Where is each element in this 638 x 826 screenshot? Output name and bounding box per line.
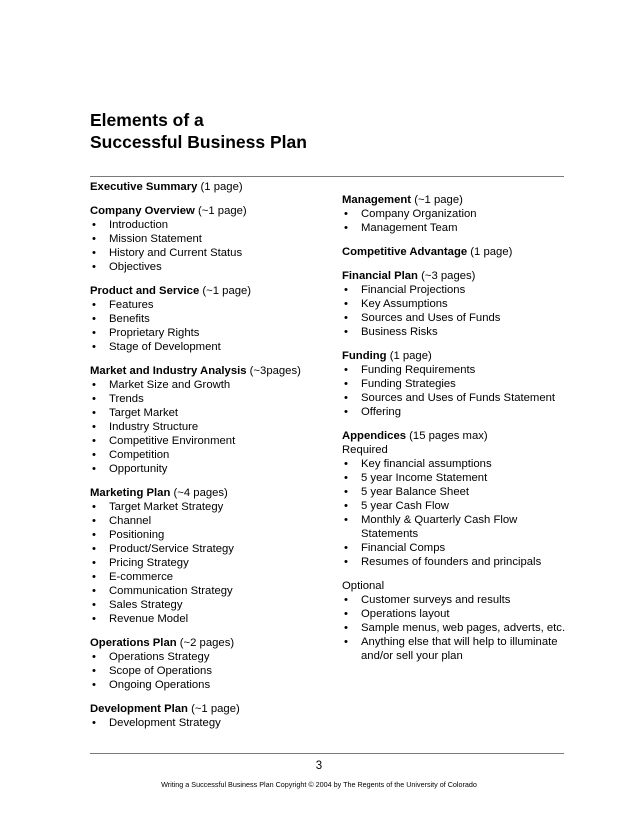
section-heading-note: (~1 page) (191, 703, 240, 715)
section-heading-note: (~3pages) (249, 365, 301, 377)
section-heading-title: Market and Industry Analysis (90, 365, 247, 377)
title-line-2: Successful Business Plan (90, 132, 307, 152)
section-heading-title: Executive Summary (90, 181, 198, 193)
list-item: • Stage of Development (90, 340, 330, 354)
bullet-list (342, 283, 574, 339)
section-heading-note: (~2 pages) (179, 637, 235, 649)
list-item: • Target Market (90, 406, 330, 420)
list-item: • 5 year Cash Flow (342, 499, 574, 513)
list-item: • 5 year Balance Sheet (342, 485, 574, 499)
list-item: • Target Market Strategy (90, 500, 330, 514)
list-item: • History and Current Status (90, 246, 330, 260)
section-marketing-plan (90, 486, 330, 626)
section-company-overview (90, 204, 330, 274)
section-executive-summary (90, 180, 330, 194)
list-item: • Operations layout (342, 607, 574, 621)
list-item: • Financial Comps (342, 541, 574, 555)
section-heading-title: Product and Service (90, 285, 200, 297)
list-item: • Scope of Operations (90, 664, 330, 678)
section-heading (342, 429, 574, 443)
list-item: • Key Assumptions (342, 297, 574, 311)
list-item: • Positioning (90, 528, 330, 542)
list-item: • Development Strategy (90, 716, 330, 730)
section-heading-note: (1 page) (389, 350, 432, 362)
section-market-and-industry-analysis (90, 364, 330, 476)
section-heading (342, 349, 574, 363)
section-operations-plan (90, 636, 330, 692)
list-item: • Anything else that will help to illuminate and/or sell your plan (342, 635, 574, 663)
list-item: • Sources and Uses of Funds Statement (342, 391, 574, 405)
list-item: • Management Team (342, 221, 574, 235)
page-title (90, 109, 307, 153)
section-heading-note: (1 page) (200, 181, 243, 193)
list-item: • Resumes of founders and principals (342, 555, 574, 569)
list-item: • Customer surveys and results (342, 593, 574, 607)
title-line-1: Elements of a (90, 110, 204, 130)
bullet-list (90, 716, 330, 730)
bottom-divider (90, 753, 564, 754)
required-list (342, 457, 574, 569)
section-heading-note: (~3 pages) (421, 270, 476, 282)
section-heading-note: (15 pages max) (409, 430, 488, 442)
section-heading-note: (~1 page) (202, 285, 252, 297)
bullet-list (342, 207, 574, 235)
section-heading (342, 269, 574, 283)
list-item: • Monthly & Quarterly Cash Flow Statements (342, 513, 574, 541)
list-item: • Competition (90, 448, 330, 462)
list-item: • Funding Strategies (342, 377, 574, 391)
list-item: • Ongoing Operations (90, 678, 330, 692)
list-item: • Features (90, 298, 330, 312)
list-item: • E-commerce (90, 570, 330, 584)
list-item: • Sources and Uses of Funds (342, 311, 574, 325)
top-divider (90, 176, 564, 177)
list-item: • Communication Strategy (90, 584, 330, 598)
bullet-list (90, 500, 330, 626)
list-item: • Benefits (90, 312, 330, 326)
optional-list (342, 593, 574, 663)
list-item: • Opportunity (90, 462, 330, 476)
bullet-list (90, 650, 330, 692)
section-heading-title: Marketing Plan (90, 487, 171, 499)
list-item: • Product/Service Strategy (90, 542, 330, 556)
section-heading-title: Company Overview (90, 205, 195, 217)
list-item: • Offering (342, 405, 574, 419)
section-heading-note: (1 page) (470, 246, 513, 258)
left-column (90, 180, 330, 740)
list-item: • Proprietary Rights (90, 326, 330, 340)
list-item: • Introduction (90, 218, 330, 232)
section-heading-title: Management (342, 194, 412, 206)
section-heading-title: Financial Plan (342, 270, 418, 282)
section-heading (90, 364, 330, 378)
list-item: • Channel (90, 514, 330, 528)
section-management (342, 193, 574, 235)
list-item: • Trends (90, 392, 330, 406)
section-heading (90, 486, 330, 500)
list-item: • Operations Strategy (90, 650, 330, 664)
section-heading-title: Competitive Advantage (342, 246, 468, 258)
list-item: • Company Organization (342, 207, 574, 221)
list-item: • Sample menus, web pages, adverts, etc. (342, 621, 574, 635)
list-item: • Revenue Model (90, 612, 330, 626)
list-item: • Sales Strategy (90, 598, 330, 612)
section-development-plan (90, 702, 330, 730)
list-item: • Competitive Environment (90, 434, 330, 448)
section-heading-title: Development Plan (90, 703, 188, 715)
section-heading-title: Appendices (342, 430, 407, 442)
bullet-list (90, 218, 330, 274)
section-heading-title: Operations Plan (90, 637, 177, 649)
section-heading-note: (~1 page) (198, 205, 247, 217)
bullet-list (342, 363, 574, 419)
right-sections (342, 193, 574, 419)
bullet-list (90, 378, 330, 476)
list-item: • Key financial assumptions (342, 457, 574, 471)
page-number: 3 (315, 760, 323, 772)
required-label: Required (342, 444, 388, 456)
section-heading (90, 636, 330, 650)
section-heading (90, 284, 330, 298)
section-heading (342, 245, 574, 259)
section-product-and-service (90, 284, 330, 354)
section-heading (90, 702, 330, 716)
section-heading (342, 193, 574, 207)
list-item: • Industry Structure (90, 420, 330, 434)
optional-label: Optional (342, 580, 385, 592)
section-appendices (342, 429, 574, 663)
list-item: • 5 year Income Statement (342, 471, 574, 485)
list-item: • Funding Requirements (342, 363, 574, 377)
section-heading (90, 180, 330, 194)
list-item: • Financial Projections (342, 283, 574, 297)
bullet-list (90, 298, 330, 354)
list-item: • Business Risks (342, 325, 574, 339)
list-item: • Mission Statement (90, 232, 330, 246)
footer-copyright: Writing a Successful Business Plan Copyright © 2004 by The Regents of the University of Colorado (161, 780, 477, 789)
section-competitive-advantage (342, 245, 574, 259)
section-heading-note: (~1 page) (414, 194, 463, 206)
right-column (342, 193, 574, 673)
section-financial-plan (342, 269, 574, 339)
section-funding (342, 349, 574, 419)
list-item: • Objectives (90, 260, 330, 274)
section-heading-title: Funding (342, 350, 387, 362)
list-item: • Market Size and Growth (90, 378, 330, 392)
list-item: • Pricing Strategy (90, 556, 330, 570)
section-heading-note: (~4 pages) (173, 487, 228, 499)
section-heading (90, 204, 330, 218)
